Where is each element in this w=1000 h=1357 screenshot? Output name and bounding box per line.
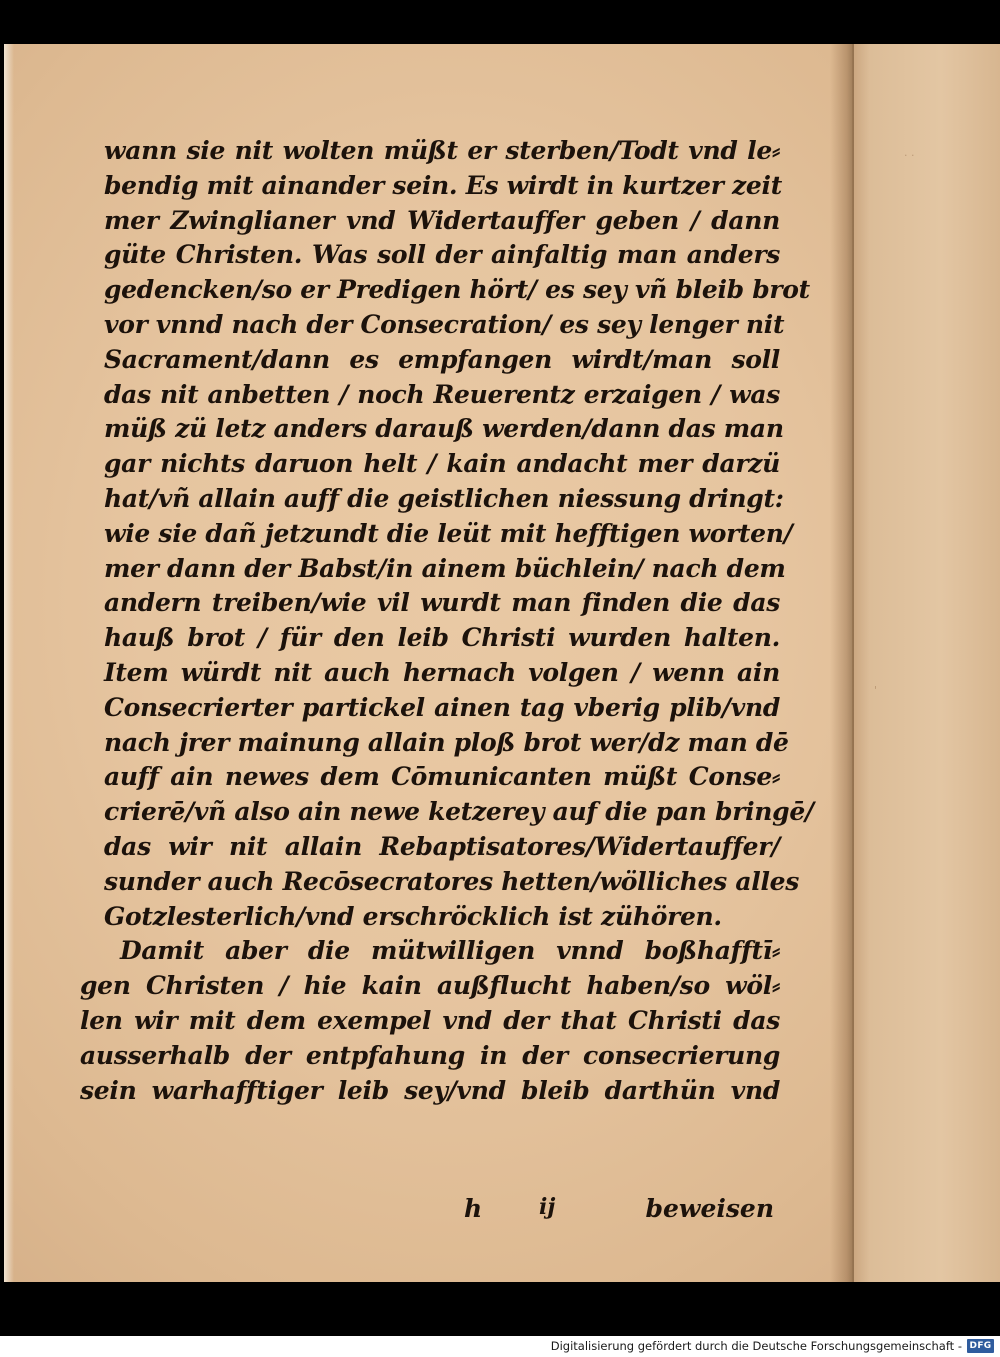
text-line: mer dann der Babst/in ainem büchlein/ nach dem xyxy=(104,553,786,583)
gutter-shadow xyxy=(830,44,854,1282)
signature-number: ij xyxy=(539,1194,556,1220)
text-line: andern treiben/wie vil wurdt man finden die das xyxy=(104,588,780,618)
text-line: Gotzlesterlich/vnd erschröcklich ist zühören. xyxy=(104,901,722,931)
text-line: wie sie dañ jetzundt die leüt mit hefftigen worten/ xyxy=(104,518,793,548)
body-text xyxy=(80,134,814,1108)
show-through-mark: · · xyxy=(904,149,915,162)
text-line: gar nichts daruon helt / kain andacht mer darzü xyxy=(104,449,780,479)
text-line: das nit anbetten / noch Reuerentz erzaigen / was xyxy=(104,379,780,409)
text-line: vor vnnd nach der Consecration/ es sey lenger nit xyxy=(104,309,785,339)
footer-bar xyxy=(0,1336,1000,1357)
text-line: ausserhalb der entpfahung in der consecrierung xyxy=(80,1040,780,1070)
text-line: gedencken/so er Predigen hört/ es sey vñ bleib brot xyxy=(104,275,810,305)
text-line: güte Christen. Was soll der ainfaltig man anders xyxy=(104,240,780,270)
text-line: Consecrierter partickel ainen tag vberig plib/vnd xyxy=(104,692,780,722)
text-line: hauß brot / für den leib Christi wurden halten. xyxy=(104,623,780,653)
text-line: Sacrament/dann es empfangen wirdt/man soll xyxy=(104,344,780,374)
text-line: müß zü letz anders darauß werden/dann das man xyxy=(104,414,784,444)
book-page xyxy=(4,44,1000,1282)
text-line: hat/vñ allain auff die geistlichen niessung dringt: xyxy=(104,483,784,513)
facing-page-edge xyxy=(852,44,1000,1282)
text-line: len wir mit dem exempel vnd der that Christi das xyxy=(80,1005,780,1035)
signature-line xyxy=(444,1194,774,1230)
text-line: auff ain newes dem Cōmunicanten müßt Conse⸗ xyxy=(104,762,780,792)
signature-mark: h xyxy=(464,1194,483,1223)
text-line: bendig mit ainander sein. Es wirdt in kurtzer zeit xyxy=(104,170,782,200)
text-line: Item würdt nit auch hernach volgen / wenn ain xyxy=(104,657,780,687)
text-line: wann sie nit wolten müßt er sterben/Todt vnd le⸗ xyxy=(104,136,780,165)
text-line: sunder auch Recōsecratores hetten/wölliches alles xyxy=(104,866,800,896)
paragraph-start-line: Damit aber die mütwilligen vnnd boßhafftī⸗ xyxy=(120,936,780,966)
catchword: beweisen xyxy=(645,1194,774,1223)
funding-credit: Digitalisierung gefördert durch die Deutsche Forschungsgemeinschaft - xyxy=(550,1339,962,1353)
text-line: sein warhafftiger leib sey/vnd bleib darthün vnd xyxy=(80,1075,780,1105)
dfg-logo: DFG xyxy=(967,1339,994,1353)
text-line: gen Christen / hie kain außflucht haben/so wöl⸗ xyxy=(80,971,780,1001)
text-line: crierē/vñ also ain newe ketzerey auf die pan bringē/ xyxy=(104,797,814,827)
text-line: das wir nit allain Rebaptisatores/Widertauffer/ xyxy=(104,831,780,861)
show-through-mark: ꞌ xyxy=(874,684,878,697)
text-line: nach jrer mainung allain ploß brot wer/dz man dē xyxy=(104,727,789,757)
text-line: mer Zwinglianer vnd Widertauffer geben / dann xyxy=(104,205,780,235)
page-edge xyxy=(4,44,14,1282)
